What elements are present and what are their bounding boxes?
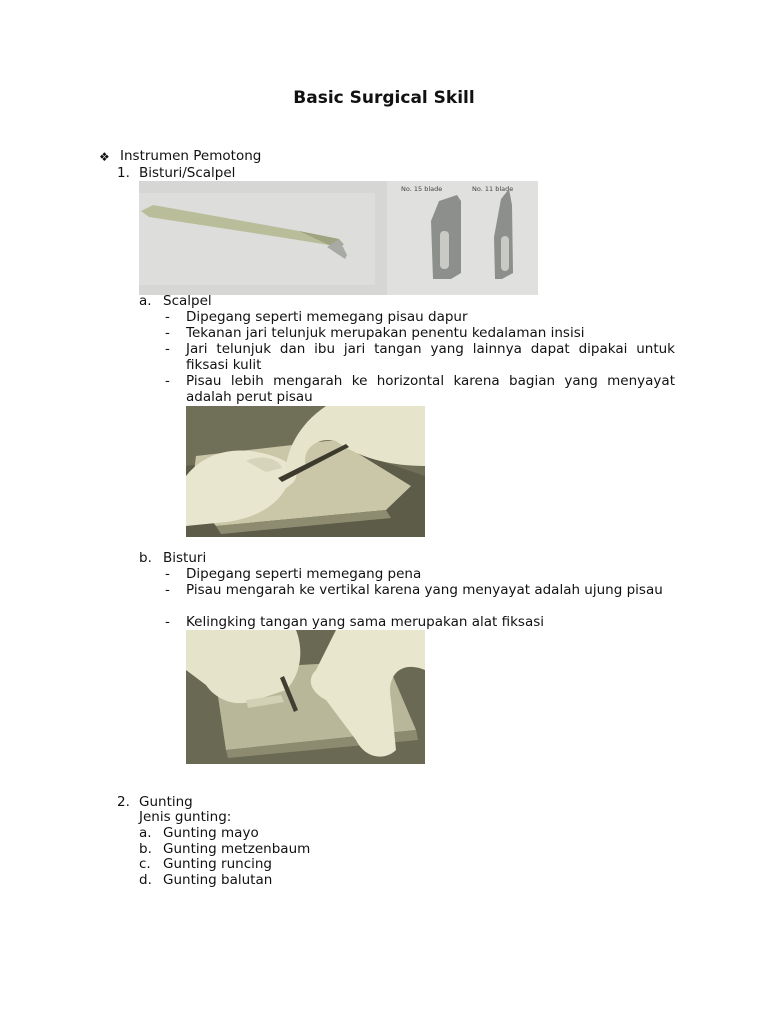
dash-bullet: - [165,373,170,389]
list-item: Kelingking tangan yang sama merupakan alat fiksasi [186,614,545,630]
list-item: Jari telunjuk dan ibu jari tangan yang lainnya dapat dipakai untuk fiksasi kulit [186,341,675,373]
dash-bullet: - [165,309,170,325]
dash-bullet: - [165,614,170,630]
list-item: Tekanan jari telunjuk merupakan penentu kedalaman insisi [186,325,585,341]
item-label: Gunting [139,794,193,810]
list-item: Gunting balutan [163,872,273,888]
list-item: Gunting runcing [163,856,272,872]
sub-label: Bisturi [163,550,207,566]
sub-letter: b. [139,841,152,857]
pen-grip-image [186,630,425,764]
blade-label-11: No. 11 blade [472,185,514,193]
sub-letter: b. [139,550,152,566]
subheading: Jenis gunting: [139,809,232,825]
list-item: Pisau lebih mengarah ke horizontal karena bagian yang menyayat adalah perut pisau [186,373,675,405]
item-number: 1. [117,165,130,181]
dash-bullet: - [165,341,170,357]
sub-letter: d. [139,872,152,888]
list-item: Gunting metzenbaum [163,841,311,857]
sub-letter: a. [139,293,152,309]
item-label: Bisturi/Scalpel [139,165,236,181]
page-title: Basic Surgical Skill [293,88,475,108]
scalpel-grip-image [186,406,425,537]
list-item: Pisau mengarah ke vertikal karena yang menyayat adalah ujung pisau [186,582,663,598]
dash-bullet: - [165,325,170,341]
item-number: 2. [117,794,130,810]
dash-bullet: - [165,566,170,582]
section-heading: Instrumen Pemotong [120,148,262,164]
list-item: Dipegang seperti memegang pena [186,566,422,582]
sub-letter: a. [139,825,152,841]
scalpel-blades-image [139,181,538,295]
list-item: Dipegang seperti memegang pisau dapur [186,309,468,325]
sub-letter: c. [139,856,151,872]
blade-label-15: No. 15 blade [401,185,443,193]
diamond-bullet-icon: ❖ [99,150,110,164]
dash-bullet: - [165,582,170,598]
sub-label: Scalpel [163,293,212,309]
list-item: Gunting mayo [163,825,259,841]
